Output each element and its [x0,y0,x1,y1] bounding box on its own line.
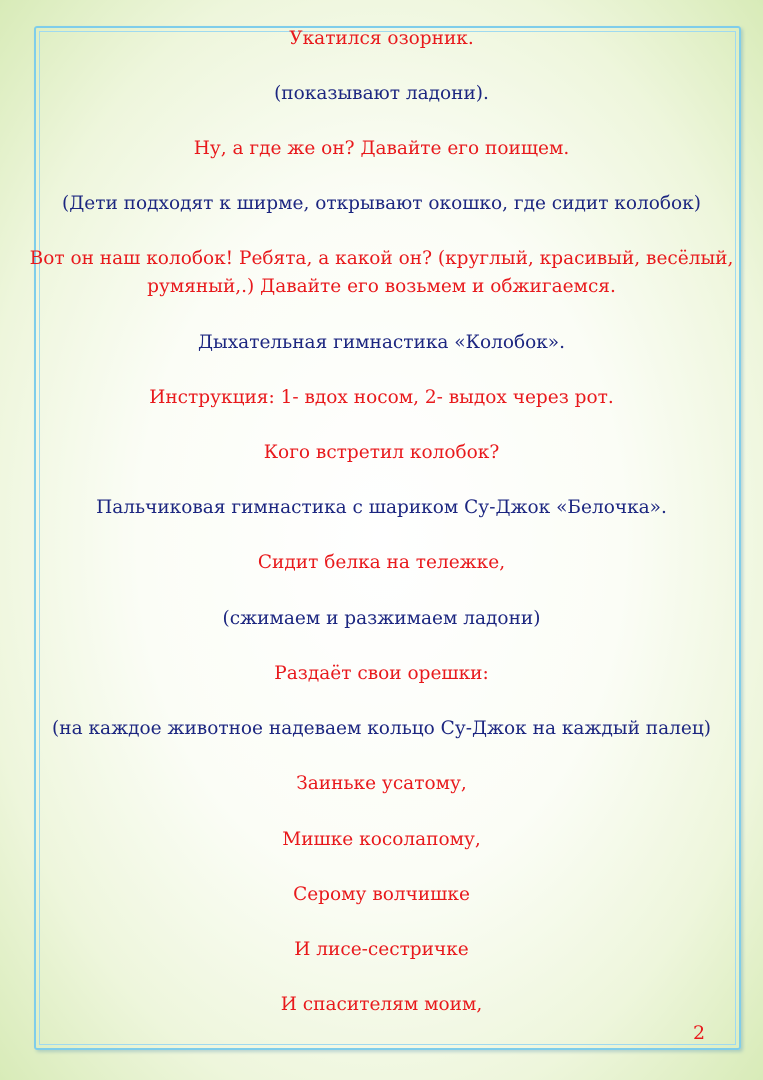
text-line-2: (показывают ладони). [274,83,489,104]
text-line-18: И лисе-сестричке [294,939,469,960]
text-line-13: Раздаёт свои орешки: [274,663,489,684]
text-line-11: Сидит белка на тележке, [257,552,506,573]
text-line-5: Вот он наш колобок! Ребята, а какой он? (круглый, красивый, весёлый, [29,248,734,269]
text-line-15: Заиньке усатому, [296,773,467,794]
page-number: 2 [693,1022,706,1044]
text-line-16: Мишке косолапому, [282,829,481,850]
text-line-17: Серому волчишке [293,884,470,905]
text-line-19: И спасителям моим, [280,994,483,1015]
text-line-9: Кого встретил колобок? [263,442,500,463]
text-line-12: (сжимаем и разжимаем ладони) [222,608,541,629]
text-line-10: Пальчиковая гимнастика с шариком Су-Джок «Белочка». [96,497,667,518]
text-line-3: Ну, а где же он? Давайте его поищем. [193,138,570,159]
text-line-8: Инструкция: 1- вдох носом, 2- выдох через рот. [149,387,614,408]
text-line-7: Дыхательная гимнастика «Колобок». [197,332,566,353]
text-line-6: румяный,.) Давайте его возьмем и обжигаемся. [147,276,616,297]
text-line-4: (Дети подходят к ширме, открывают окошко, где сидит колобок) [62,193,701,214]
text-line-1: Укатился озорник. [289,28,474,49]
text-line-14: (на каждое животное надеваем кольцо Су-Джок на каждый палец) [52,718,711,739]
